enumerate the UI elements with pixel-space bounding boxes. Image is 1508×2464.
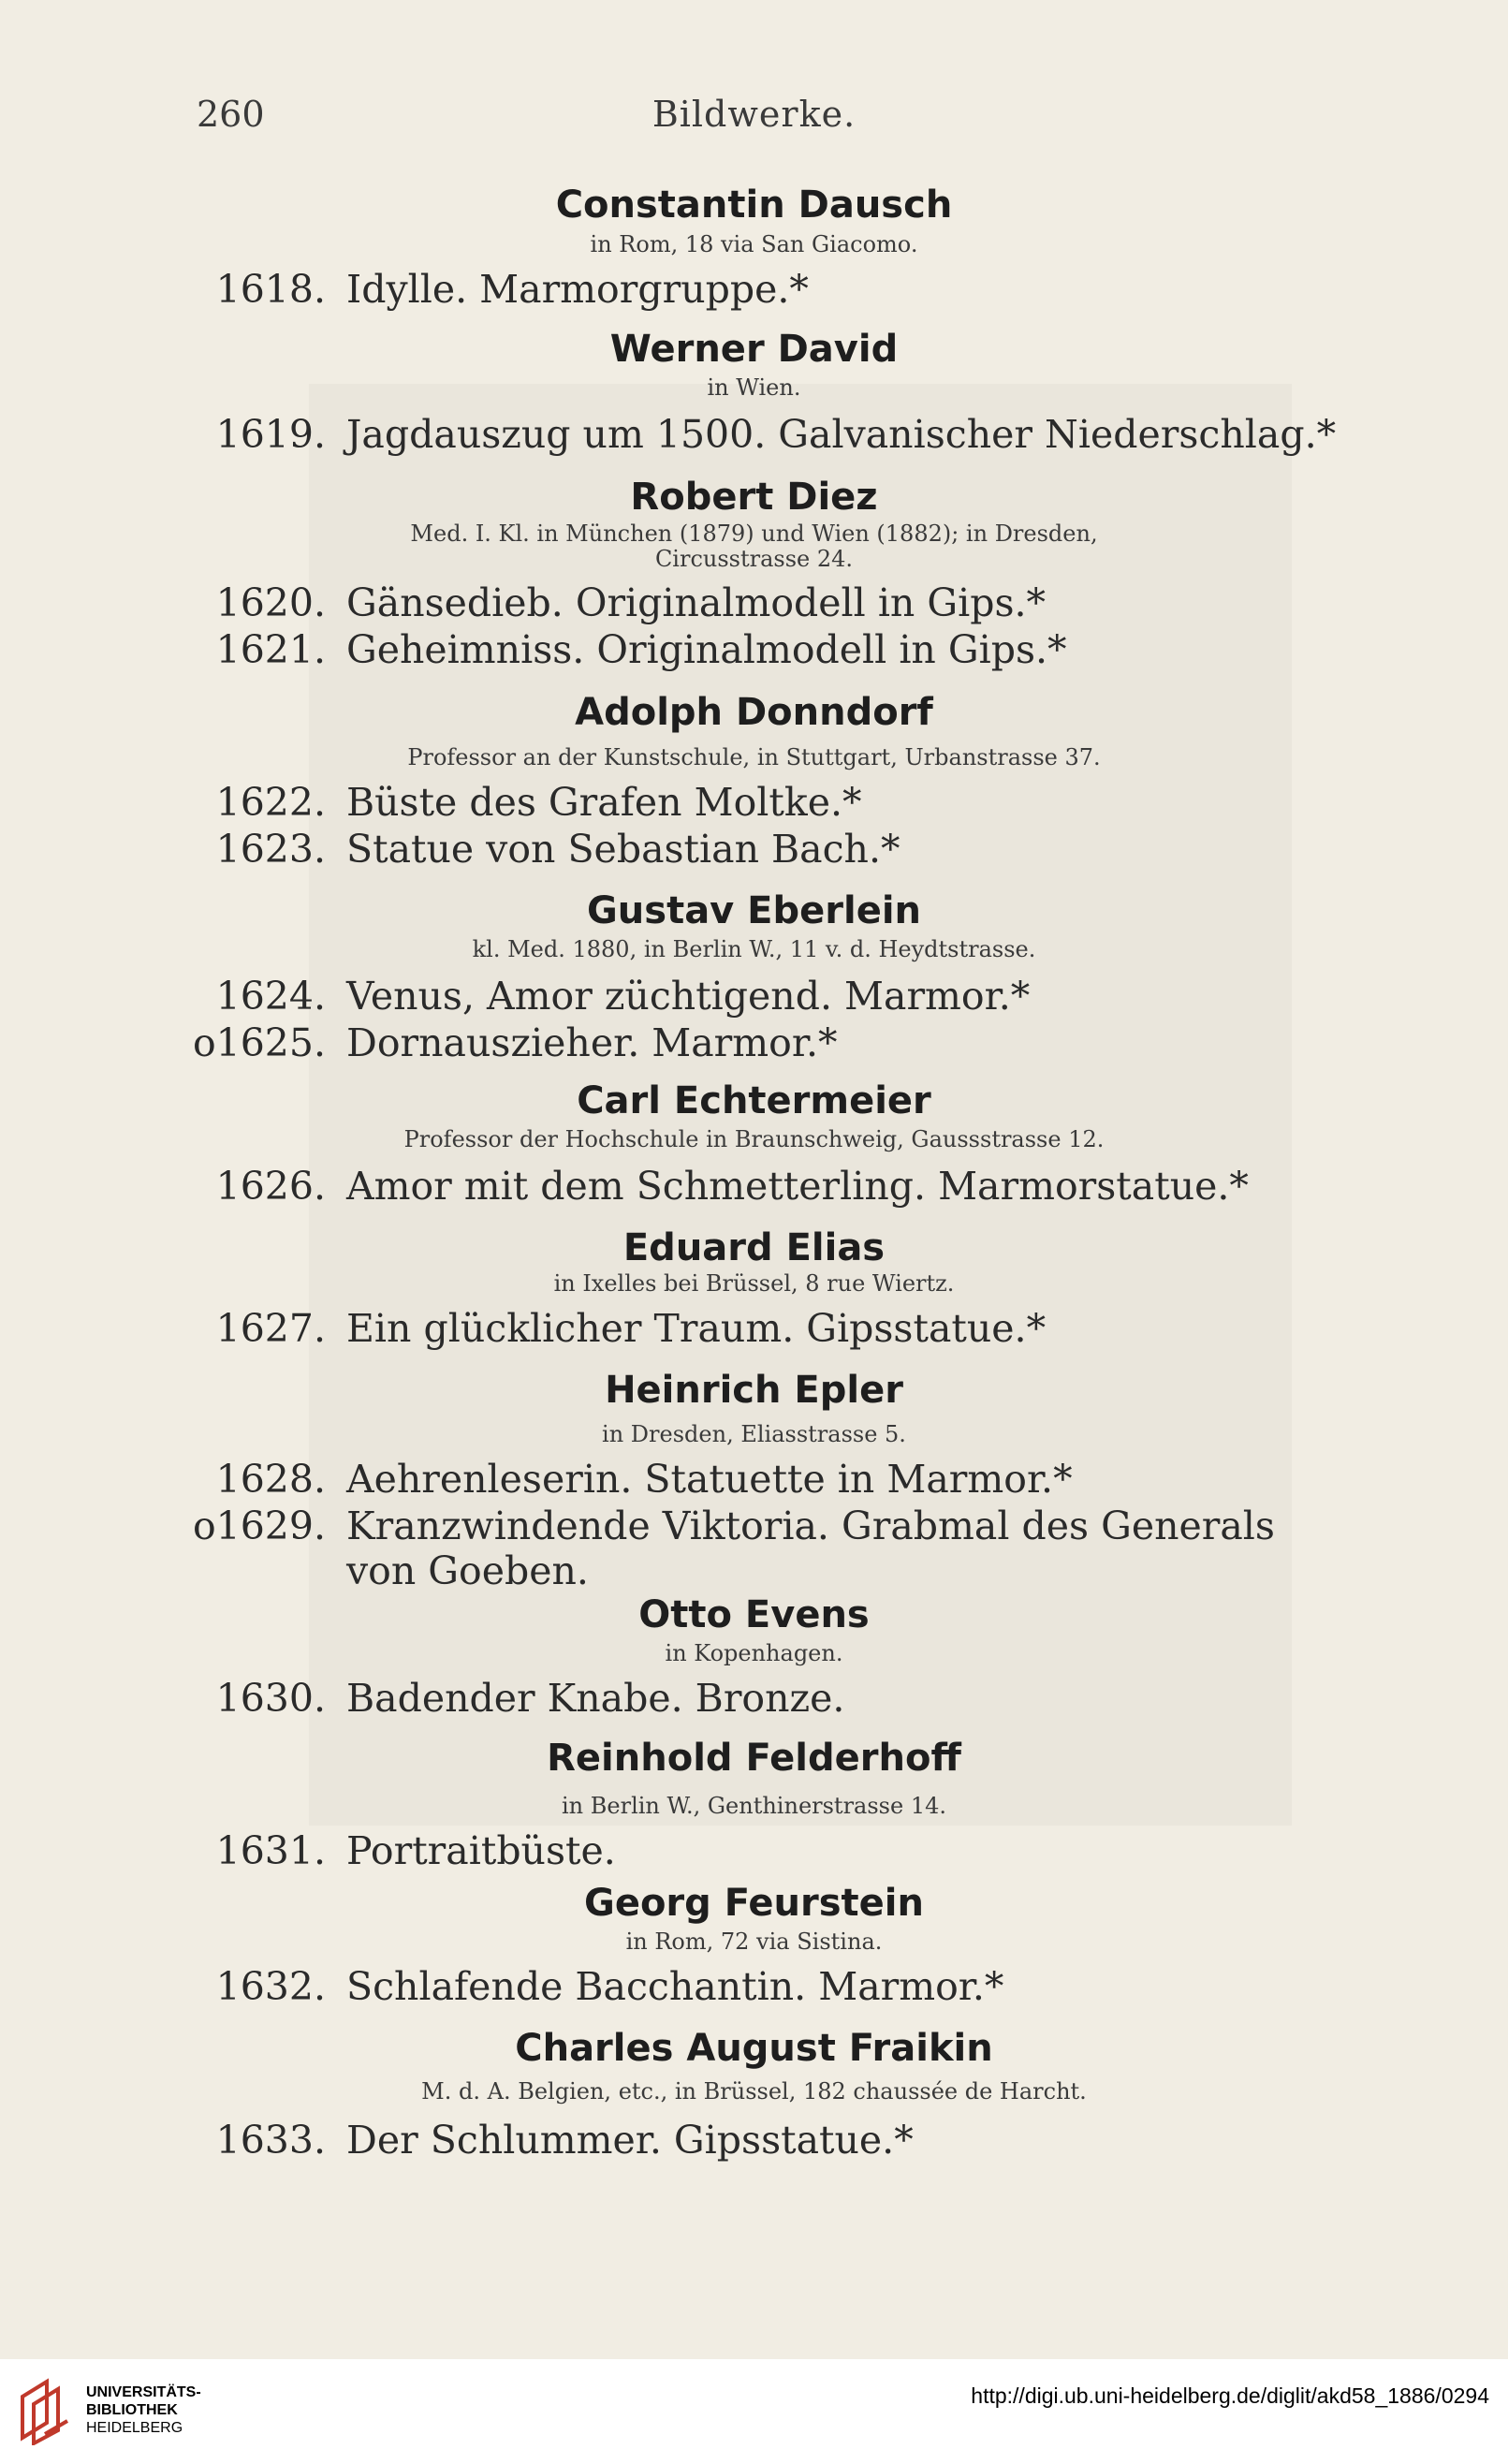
artist-address: in Rom, 18 via San Giacomo. [590, 231, 918, 257]
artist-name: Robert Diez [630, 476, 878, 519]
entry-title: Gänsedieb. Originalmodell in Gips.* [346, 580, 1047, 625]
artist-address: Professor der Hochschule in Braunschweig, Gaussstrasse 12. [403, 1126, 1105, 1152]
entry-title: Badender Knabe. Bronze. [346, 1676, 845, 1721]
artist-name: Carl Echtermeier [577, 1079, 931, 1122]
entry-number: 1627. [215, 1306, 326, 1351]
entry-number: o1629. [192, 1503, 326, 1548]
entry-number: 1621. [215, 627, 326, 672]
entry-title: Statue von Sebastian Bach.* [346, 827, 900, 872]
artist-name: Constantin Dausch [555, 183, 953, 227]
entry-number: 1630. [215, 1676, 326, 1721]
artist-address: in Berlin W., Genthinerstrasse 14. [562, 1793, 946, 1819]
page-header [0, 94, 1508, 150]
artist-address: Circusstrasse 24. [654, 546, 854, 572]
entry-title: Amor mit dem Schmetterling. Marmorstatue.* [346, 1164, 1249, 1209]
artist-address: kl. Med. 1880, in Berlin W., 11 v. d. Heydtstrasse. [472, 936, 1036, 962]
entry-number: 1631. [215, 1828, 326, 1873]
entry-title: Venus, Amor züchtigend. Marmor.* [346, 974, 1031, 1019]
artist-name: Reinhold Felderhoff [547, 1737, 961, 1780]
page-number: 260 [197, 94, 265, 135]
entry-title: Büste des Grafen Moltke.* [346, 780, 862, 825]
entry-title: Dornauszieher. Marmor.* [346, 1020, 838, 1065]
entry-title: Kranzwindende Viktoria. Grabmal des Generals [346, 1503, 1275, 1548]
artist-name: Werner David [609, 328, 899, 371]
entry-title: Aehrenleserin. Statuette in Marmor.* [346, 1457, 1073, 1502]
entry-number: 1623. [215, 827, 326, 872]
entry-number: 1620. [215, 580, 326, 625]
artist-address: in Kopenhagen. [665, 1640, 843, 1666]
entry-title: Der Schlummer. Gipsstatue.* [346, 2118, 914, 2163]
artist-address: in Ixelles bei Brüssel, 8 rue Wiertz. [553, 1270, 955, 1297]
entry-number: 1633. [215, 2118, 326, 2163]
artist-address: Med. I. Kl. in München (1879) und Wien (1882); in Dresden, [410, 521, 1098, 547]
artist-address: in Wien. [707, 374, 801, 401]
entry-number: 1626. [215, 1164, 326, 1209]
entry-title: Geheimniss. Originalmodell in Gips.* [346, 627, 1067, 672]
library-logo-icon [15, 2378, 75, 2445]
entry-title: Portraitbüste. [346, 1828, 616, 1873]
artist-name: Charles August Fraikin [515, 2027, 993, 2070]
digitization-footer [0, 2359, 1508, 2464]
entry-title: Jagdauszug um 1500. Galvanischer Niederschlag.* [346, 412, 1337, 457]
running-head: Bildwerke. [652, 94, 856, 135]
entry-number: 1618. [215, 267, 326, 312]
artist-address: in Rom, 72 via Sistina. [625, 1929, 883, 1955]
artist-name: Eduard Elias [622, 1226, 886, 1269]
entry-number: 1632. [215, 1964, 326, 2009]
entry-number: 1628. [215, 1457, 326, 1502]
artist-name: Georg Feurstein [583, 1882, 924, 1925]
library-name: UNIVERSITÄTS- BIBLIOTHEK HEIDELBERG [86, 2384, 201, 2436]
entry-number: o1625. [192, 1020, 326, 1065]
entry-title: Idylle. Marmorgruppe.* [346, 267, 809, 312]
artist-address: M. d. A. Belgien, etc., in Brüssel, 182 chaussée de Harcht. [421, 2078, 1087, 2105]
entry-number: 1622. [215, 780, 326, 825]
entry-title: Schlafende Bacchantin. Marmor.* [346, 1964, 1004, 2009]
artist-address: Professor an der Kunstschule, in Stuttgart, Urbanstrasse 37. [407, 744, 1101, 770]
entry-number: 1619. [215, 412, 326, 457]
entry-title: Ein glücklicher Traum. Gipsstatue.* [346, 1306, 1047, 1351]
artist-name: Heinrich Epler [605, 1369, 903, 1412]
source-url-link[interactable]: http://digi.ub.uni-heidelberg.de/diglit/akd58_1886/0294 [971, 2383, 1489, 2408]
artist-address: in Dresden, Eliasstrasse 5. [602, 1421, 906, 1447]
artist-name: Adolph Donndorf [575, 691, 933, 734]
artist-name: Otto Evens [638, 1593, 870, 1636]
artist-name: Gustav Eberlein [586, 889, 922, 932]
entry-title-continuation: von Goeben. [346, 1548, 589, 1593]
entry-number: 1624. [215, 974, 326, 1019]
